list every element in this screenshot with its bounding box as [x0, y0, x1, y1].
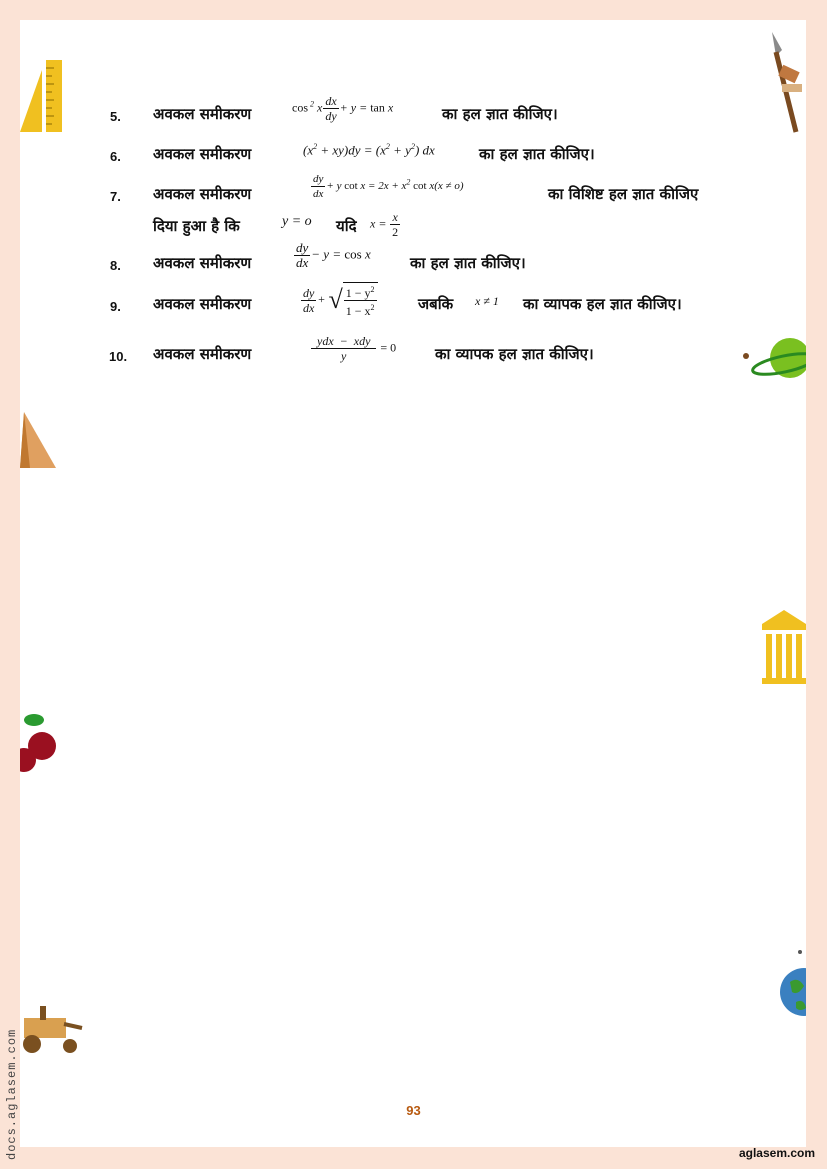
- equation: $\frac{dy}{dx}$ + √ $\frac{1 - y^2}{1 - x^2}$: [300, 282, 378, 318]
- question-number: 8.: [110, 258, 121, 273]
- question-tail: का हल ज्ञात कीजिए।: [442, 105, 558, 123]
- question-tail: का व्यापक हल ज्ञात कीजिए।: [435, 345, 594, 363]
- spear-icon: [768, 32, 806, 136]
- question-8: [20, 240, 806, 289]
- question-9: [20, 285, 806, 330]
- question-number: 10.: [109, 349, 128, 364]
- question-7: [20, 173, 806, 250]
- condition-y: y = o: [282, 214, 312, 229]
- question-label: अवकल समीकरण: [153, 254, 252, 272]
- question-line2-b: यदि: [336, 217, 357, 235]
- page-number: 93: [406, 1103, 421, 1118]
- question-label: अवकल समीकरण: [153, 185, 252, 203]
- question-label: अवकल समीकरण: [153, 105, 252, 123]
- cart-icon: [20, 1002, 84, 1058]
- cherry-icon: [20, 710, 58, 778]
- condition: x ≠ 1: [475, 294, 499, 308]
- question-number: 9.: [110, 299, 121, 314]
- equation: cos $^2$ x $\frac{dx}{dy}$ + y = tan x: [292, 94, 394, 123]
- question-number: 7.: [110, 189, 121, 204]
- planet-icon: [740, 334, 806, 384]
- question-mid: जबकि: [418, 295, 454, 313]
- watermark: docs.aglasem.com: [5, 1028, 19, 1160]
- ruler-icon: [20, 60, 66, 132]
- question-10: [20, 334, 806, 380]
- question-number: 5.: [110, 109, 121, 124]
- question-label: अवकल समीकरण: [153, 145, 252, 163]
- question-label: अवकल समीकरण: [153, 295, 252, 313]
- equation: $\frac{dy}{dx}$ − y = cos x: [296, 240, 371, 270]
- equation: $(x^2 + xy)dy = (x^2 + y^2)$ dx: [303, 142, 435, 158]
- question-label: अवकल समीकरण: [153, 345, 252, 363]
- question-tail: का व्यापक हल ज्ञात कीजिए।: [523, 295, 682, 313]
- equation: $\frac{\text{ydx − xdy}}{y}$ = 0: [310, 334, 396, 363]
- question-tail: का हल ज्ञात कीजिए।: [410, 254, 526, 272]
- globe-icon: [778, 948, 806, 1022]
- question-line2-a: दिया हुआ है कि: [153, 217, 240, 235]
- question-5: [20, 94, 806, 140]
- question-tail: का विशिष्ट हल ज्ञात कीजिए: [548, 185, 699, 203]
- condition-x: x = $\frac{x}{2}$: [370, 210, 399, 239]
- page-sheet: [20, 20, 806, 1147]
- temple-icon: [762, 608, 806, 686]
- question-number: 6.: [110, 149, 121, 164]
- pyramid-icon: [20, 412, 60, 470]
- question-tail: का हल ज्ञात कीजिए।: [479, 145, 595, 163]
- footer-link[interactable]: aglasem.com: [738, 1146, 815, 1160]
- equation: $\frac{dy}{dx}$ + y $\cot x = 2x + x^2$ cot x(x ≠ o): [313, 173, 464, 200]
